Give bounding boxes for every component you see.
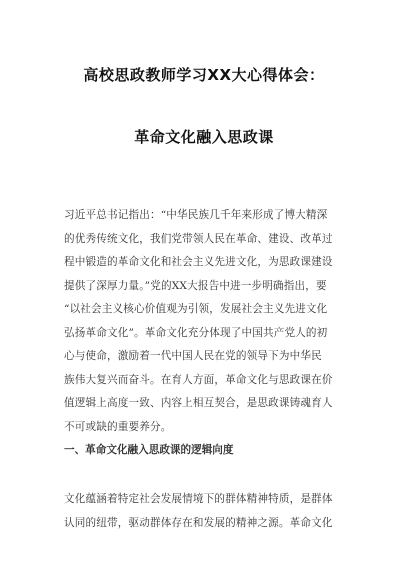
paragraph-line: 文化蕴涵着特定社会发展情境下的群体精神特质，是群体	[64, 493, 333, 505]
paragraph-line: 程中锻造的革命文化和社会主义先进文化，为思政课建设	[64, 256, 333, 268]
document-title: 高校思政教师学习XX大心得体会：	[83, 66, 325, 84]
paragraph-line: 不可或缺的重要养分。	[64, 420, 172, 433]
paragraph-line: 族伟大复兴而奋斗。在育人方面，革命文化与思政课在价	[64, 373, 333, 386]
paragraph-1	[64, 204, 357, 439]
paragraph-line: 心与使命，激励着一代中国人民在党的领导下为中华民	[64, 350, 322, 362]
paragraph-line: 习近平总书记指出：“中华民族几千年来形成了博大精深	[64, 209, 328, 221]
paragraph-line: 值逻辑上高度一致、内容上相互契合，是思政课铸魂育人	[64, 397, 333, 409]
section-heading-1: 一、革命文化融入思政课的逻辑向度	[64, 444, 234, 456]
paragraph-line: 提供了深厚力量。”党的XX大报告中进一步明确指出，要	[64, 279, 327, 292]
paragraph-line: 认同的纽带，驱动群体存在和发展的精神之源。革命文化	[64, 516, 333, 529]
document-subtitle: 革命文化融入思政课	[134, 128, 274, 146]
paragraph-line: 的优秀传统文化，我们党带领人民在革命、建设、改革过	[64, 232, 333, 245]
paragraph-2	[64, 488, 357, 535]
paragraph-line: “以社会主义核心价值观为引领，发展社会主义先进文化	[64, 303, 328, 315]
paragraph-line: 弘扬革命文化”。革命文化充分体现了中国共产党人的初	[64, 326, 328, 339]
